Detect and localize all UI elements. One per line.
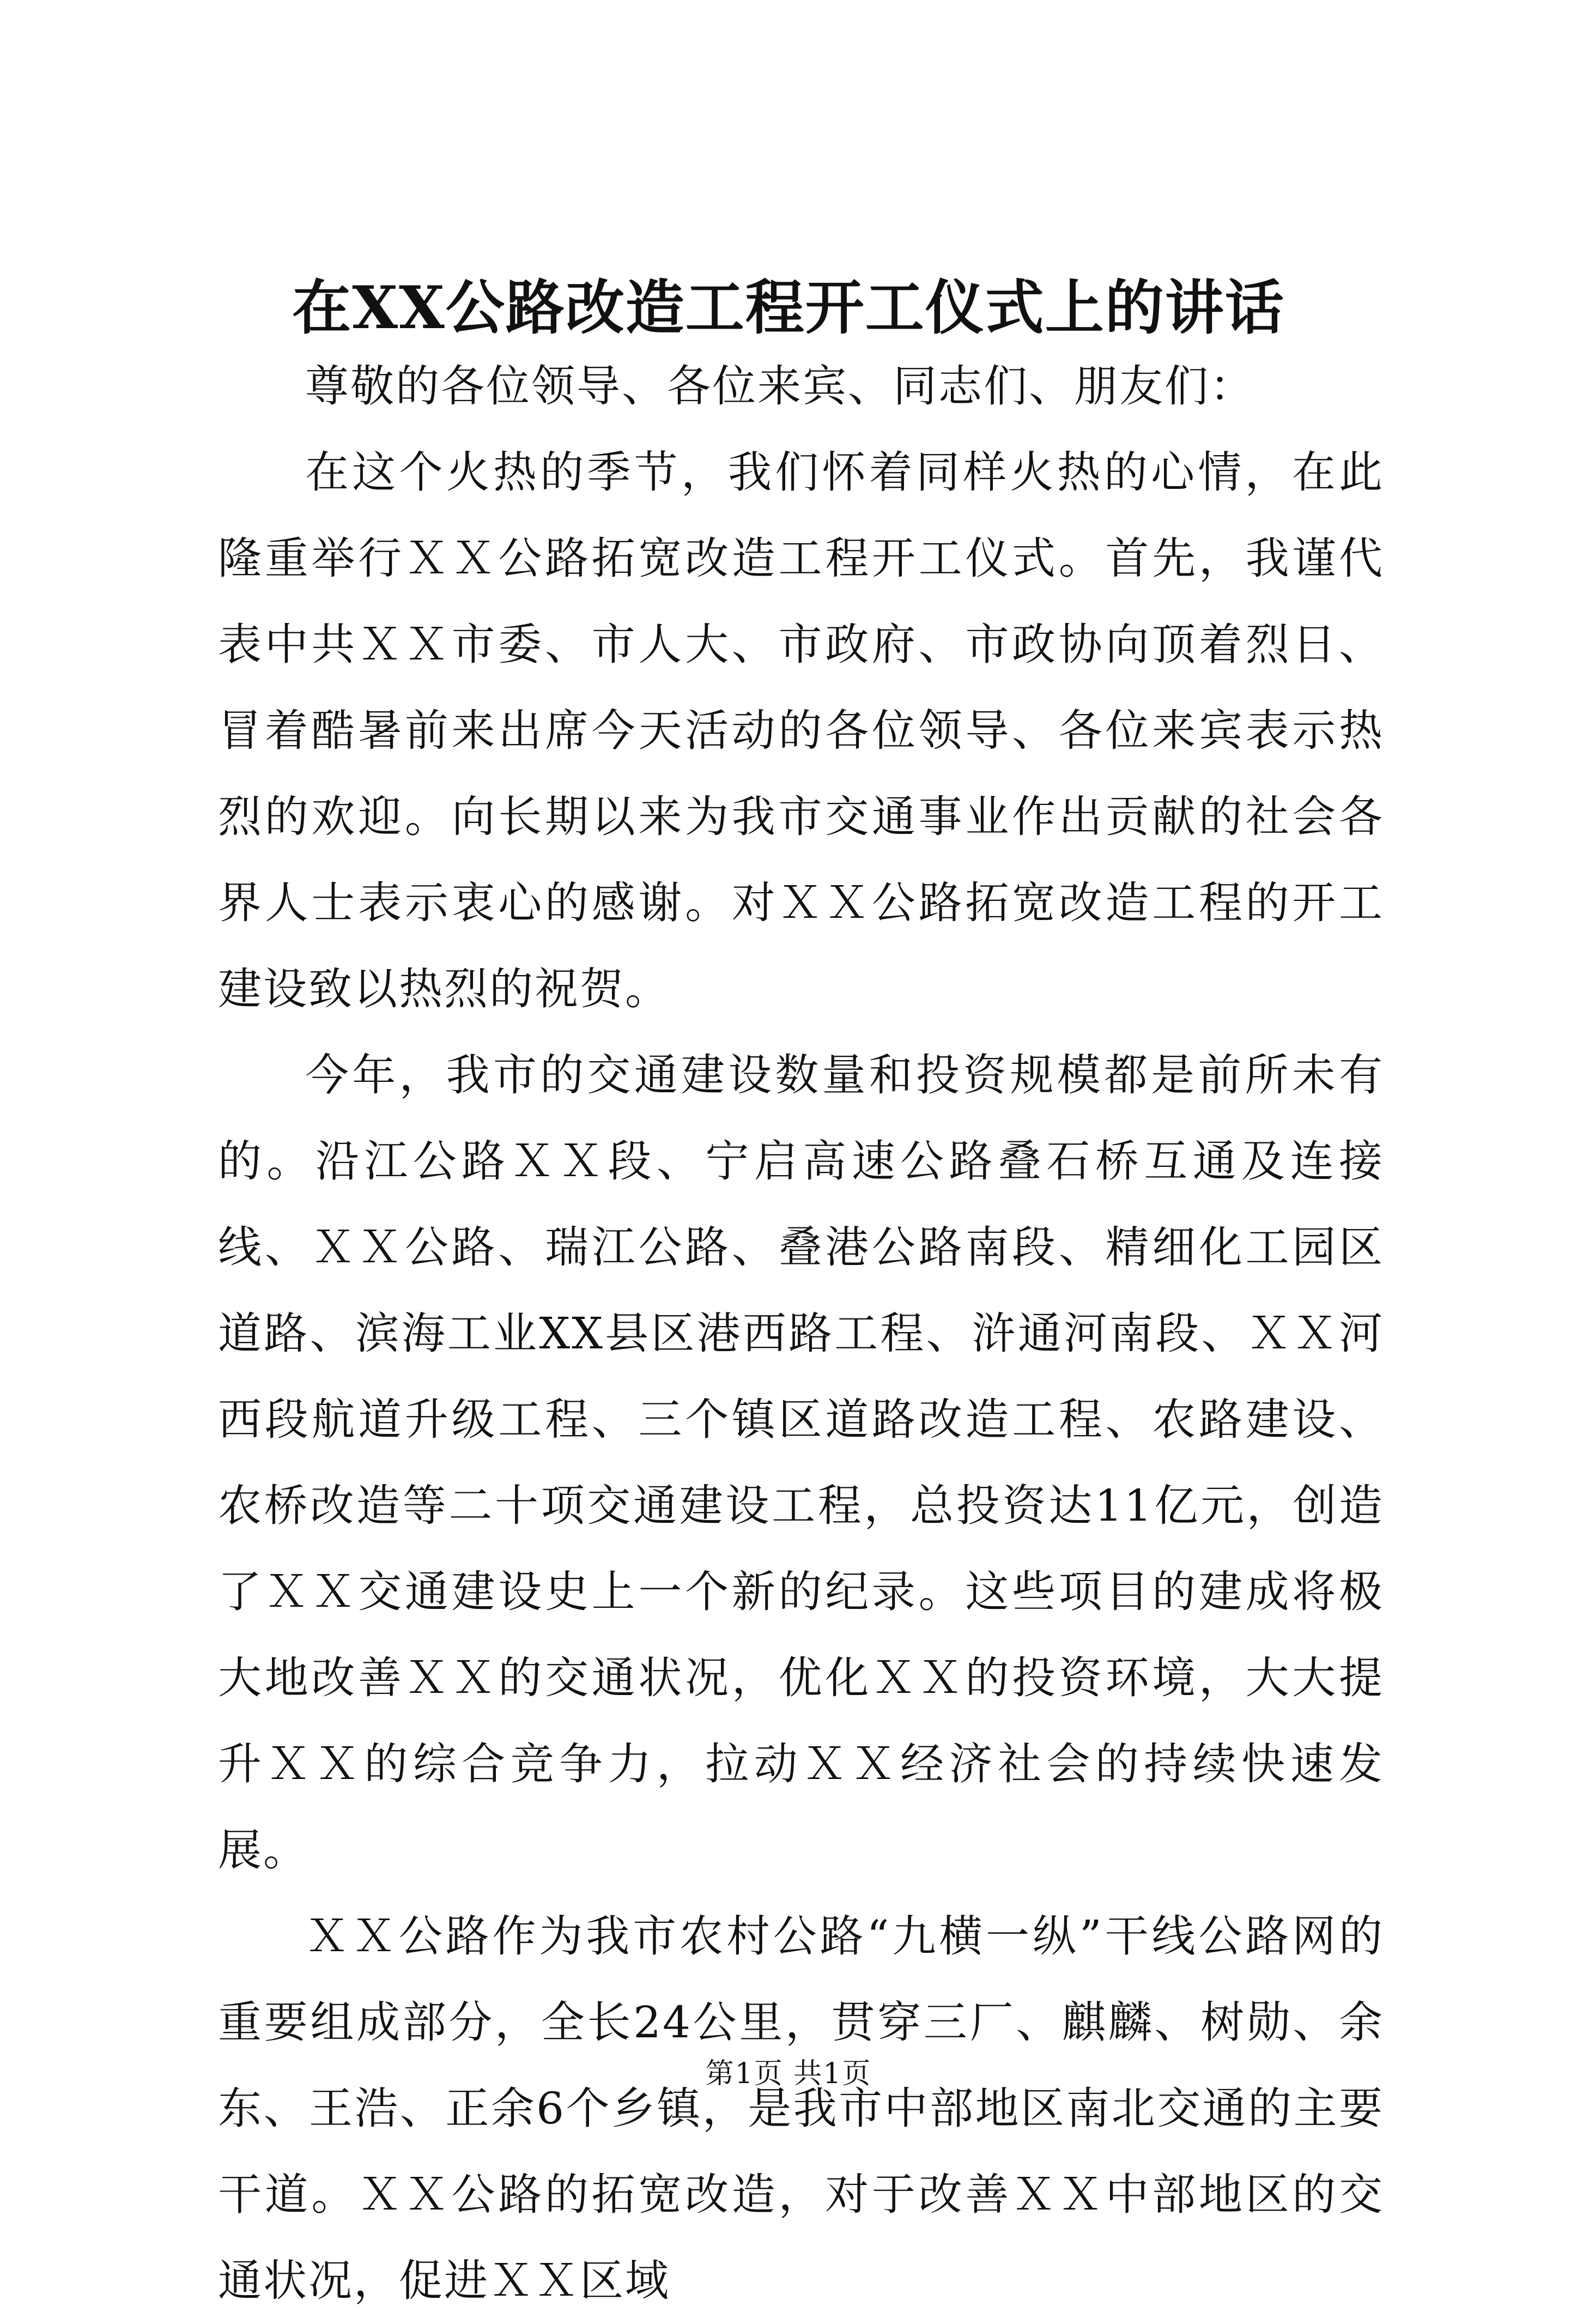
paragraph-greeting: 尊敬的各位领导、各位来宾、同志们、朋友们： [305,361,1255,411]
document-body [218,343,1384,2324]
document-title: 在XX公路改造工程开工仪式上的讲话 [292,274,1285,342]
paragraph-opening: 在这个火热的季节，我们怀着同样火热的心情，在此隆重举行ＸＸ公路拓宽改造工程开工仪式。首先，我谨代表中共ＸＸ市委、市人大、市政府、市政协向顶着烈日、冒着酷暑前来出席今天活动的各位领导、各位来宾表示热烈的欢迎。向长期以来为我市交通事业作出贡献的社会各界人士表示衷心的感谢。对ＸＸ公路拓宽改造工程的开工建设致以热烈的祝贺。 [218,447,1384,1014]
paragraph-construction-overview: 今年，我市的交通建设数量和投资规模都是前所未有的。沿江公路ＸＸ段、宁启高速公路叠石桥互通及连接线、ＸＸ公路、瑞江公路、叠港公路南段、精细化工园区道路、滨海工业XX县区港西路工程、浒通河南段、ＸＸ河西段航道升级工程、三个镇区道路改造工程、农路建设、农桥改造等二十项交通建设工程，总投资达11亿元，创造了ＸＸ交通建设史上一个新的纪录。这些项目的建成将极大地改善ＸＸ的交通状况，优化ＸＸ的投资环境，大大提升ＸＸ的综合竞争力，拉动ＸＸ经济社会的持续快速发展。 [218,1050,1384,1875]
paragraph-road-description: ＸＸ公路作为我市农村公路“九横一纵”干线公路网的重要组成部分，全长24公里，贯穿三厂、麒麟、树勋、余东、王浩、正余6个乡镇，是我市中部地区南北交通的主要干道。ＸＸ公路的拓宽改造，对于改善ＸＸ中部地区的交通状况，促进ＸＸ区域 [218,1911,1384,2306]
page-footer: 第1页 共1页 [705,2057,872,2090]
